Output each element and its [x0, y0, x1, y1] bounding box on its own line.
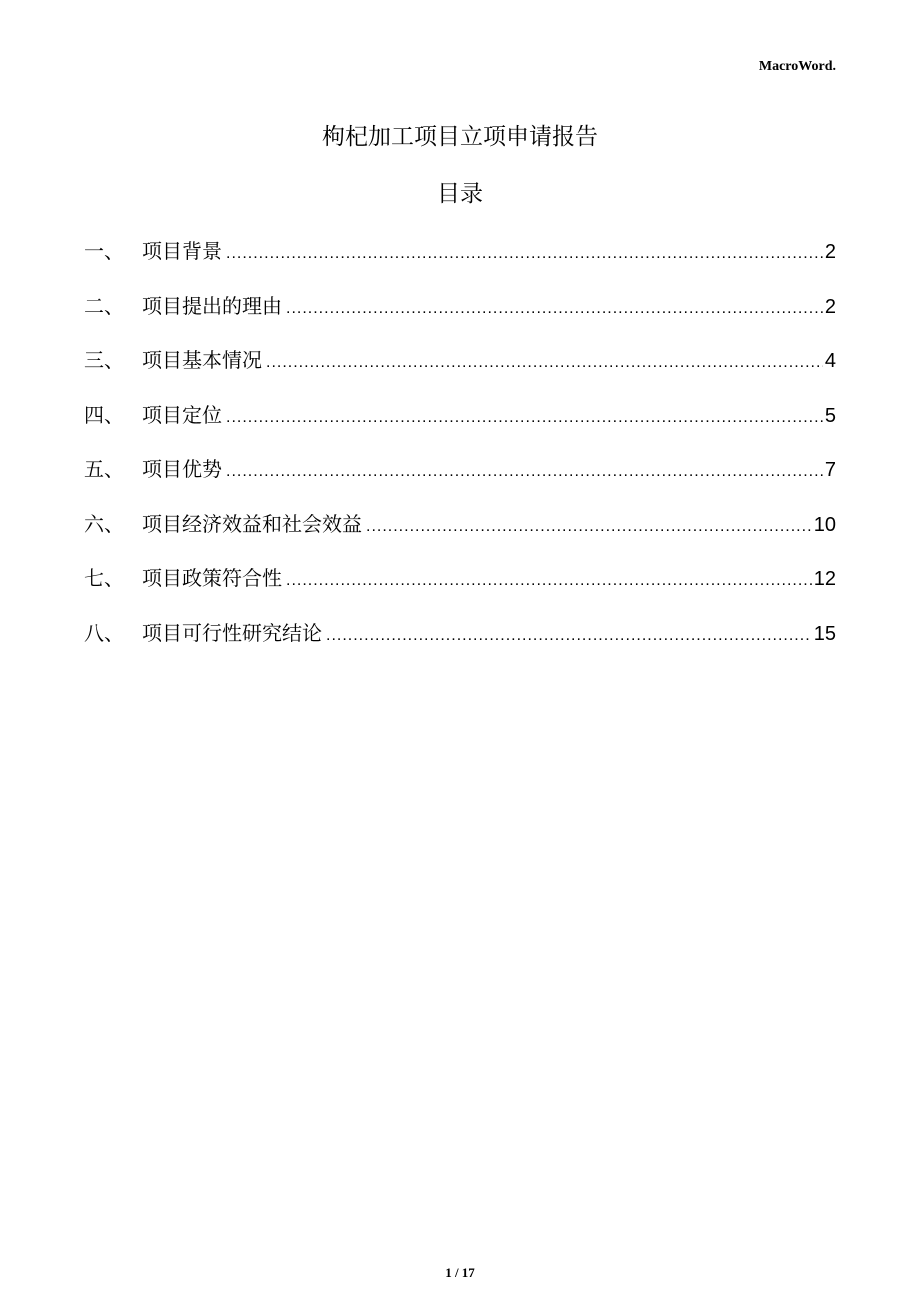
- toc-entry[interactable]: [84, 400, 836, 455]
- toc-dot-leader: [326, 621, 812, 651]
- toc-entry-page: 2: [824, 241, 836, 263]
- toc-entry-page: 2: [824, 295, 836, 318]
- toc-entry-title: 项目基本情况: [142, 348, 262, 372]
- toc-entry-title: 项目优势: [142, 457, 222, 481]
- toc-entry-page: 15: [813, 622, 836, 645]
- toc-entry[interactable]: [84, 291, 836, 346]
- toc-entry[interactable]: [84, 618, 836, 673]
- toc-entry-number: 四、: [84, 402, 124, 427]
- toc-entry-number: 二、: [84, 293, 124, 318]
- toc-entry[interactable]: [84, 236, 836, 291]
- table-of-contents: [84, 236, 836, 672]
- toc-entry-title: 项目定位: [142, 402, 222, 427]
- toc-entry-page: 4: [824, 350, 836, 372]
- toc-entry-title: 项目政策符合性: [142, 566, 282, 590]
- toc-entry-number: 一、: [84, 239, 124, 263]
- header-brand: MacroWord.: [758, 59, 836, 74]
- toc-entry-number: 七、: [84, 566, 124, 590]
- toc-dot-leader: [226, 403, 823, 433]
- toc-entry-title: 项目经济效益和社会效益: [142, 511, 362, 536]
- toc-heading: 目录: [437, 181, 483, 207]
- toc-entry[interactable]: [84, 345, 836, 400]
- toc-entry-number: 三、: [84, 348, 124, 372]
- toc-dot-leader: [226, 239, 823, 269]
- toc-dot-leader: [226, 457, 823, 487]
- toc-dot-leader: [266, 348, 823, 378]
- toc-entry-page: 7: [824, 459, 836, 481]
- toc-entry-page: 5: [824, 404, 836, 427]
- toc-entry-number: 六、: [84, 511, 124, 536]
- toc-entry-number: 五、: [84, 457, 124, 481]
- document-title: 枸杞加工项目立项申请报告: [322, 124, 598, 150]
- toc-entry-title: 项目可行性研究结论: [142, 620, 322, 645]
- page-indicator: 1 / 17: [445, 1265, 475, 1280]
- toc-entry[interactable]: [84, 454, 836, 509]
- toc-entry-title: 项目提出的理由: [142, 293, 282, 318]
- toc-entry[interactable]: [84, 563, 836, 618]
- toc-entry-page: 12: [813, 568, 836, 590]
- toc-dot-leader: [366, 512, 812, 542]
- toc-dot-leader: [286, 566, 812, 596]
- toc-entry-number: 八、: [84, 620, 124, 645]
- toc-entry[interactable]: [84, 509, 836, 564]
- toc-entry-page: 10: [813, 513, 836, 536]
- toc-entry-title: 项目背景: [142, 239, 222, 263]
- toc-dot-leader: [286, 294, 823, 324]
